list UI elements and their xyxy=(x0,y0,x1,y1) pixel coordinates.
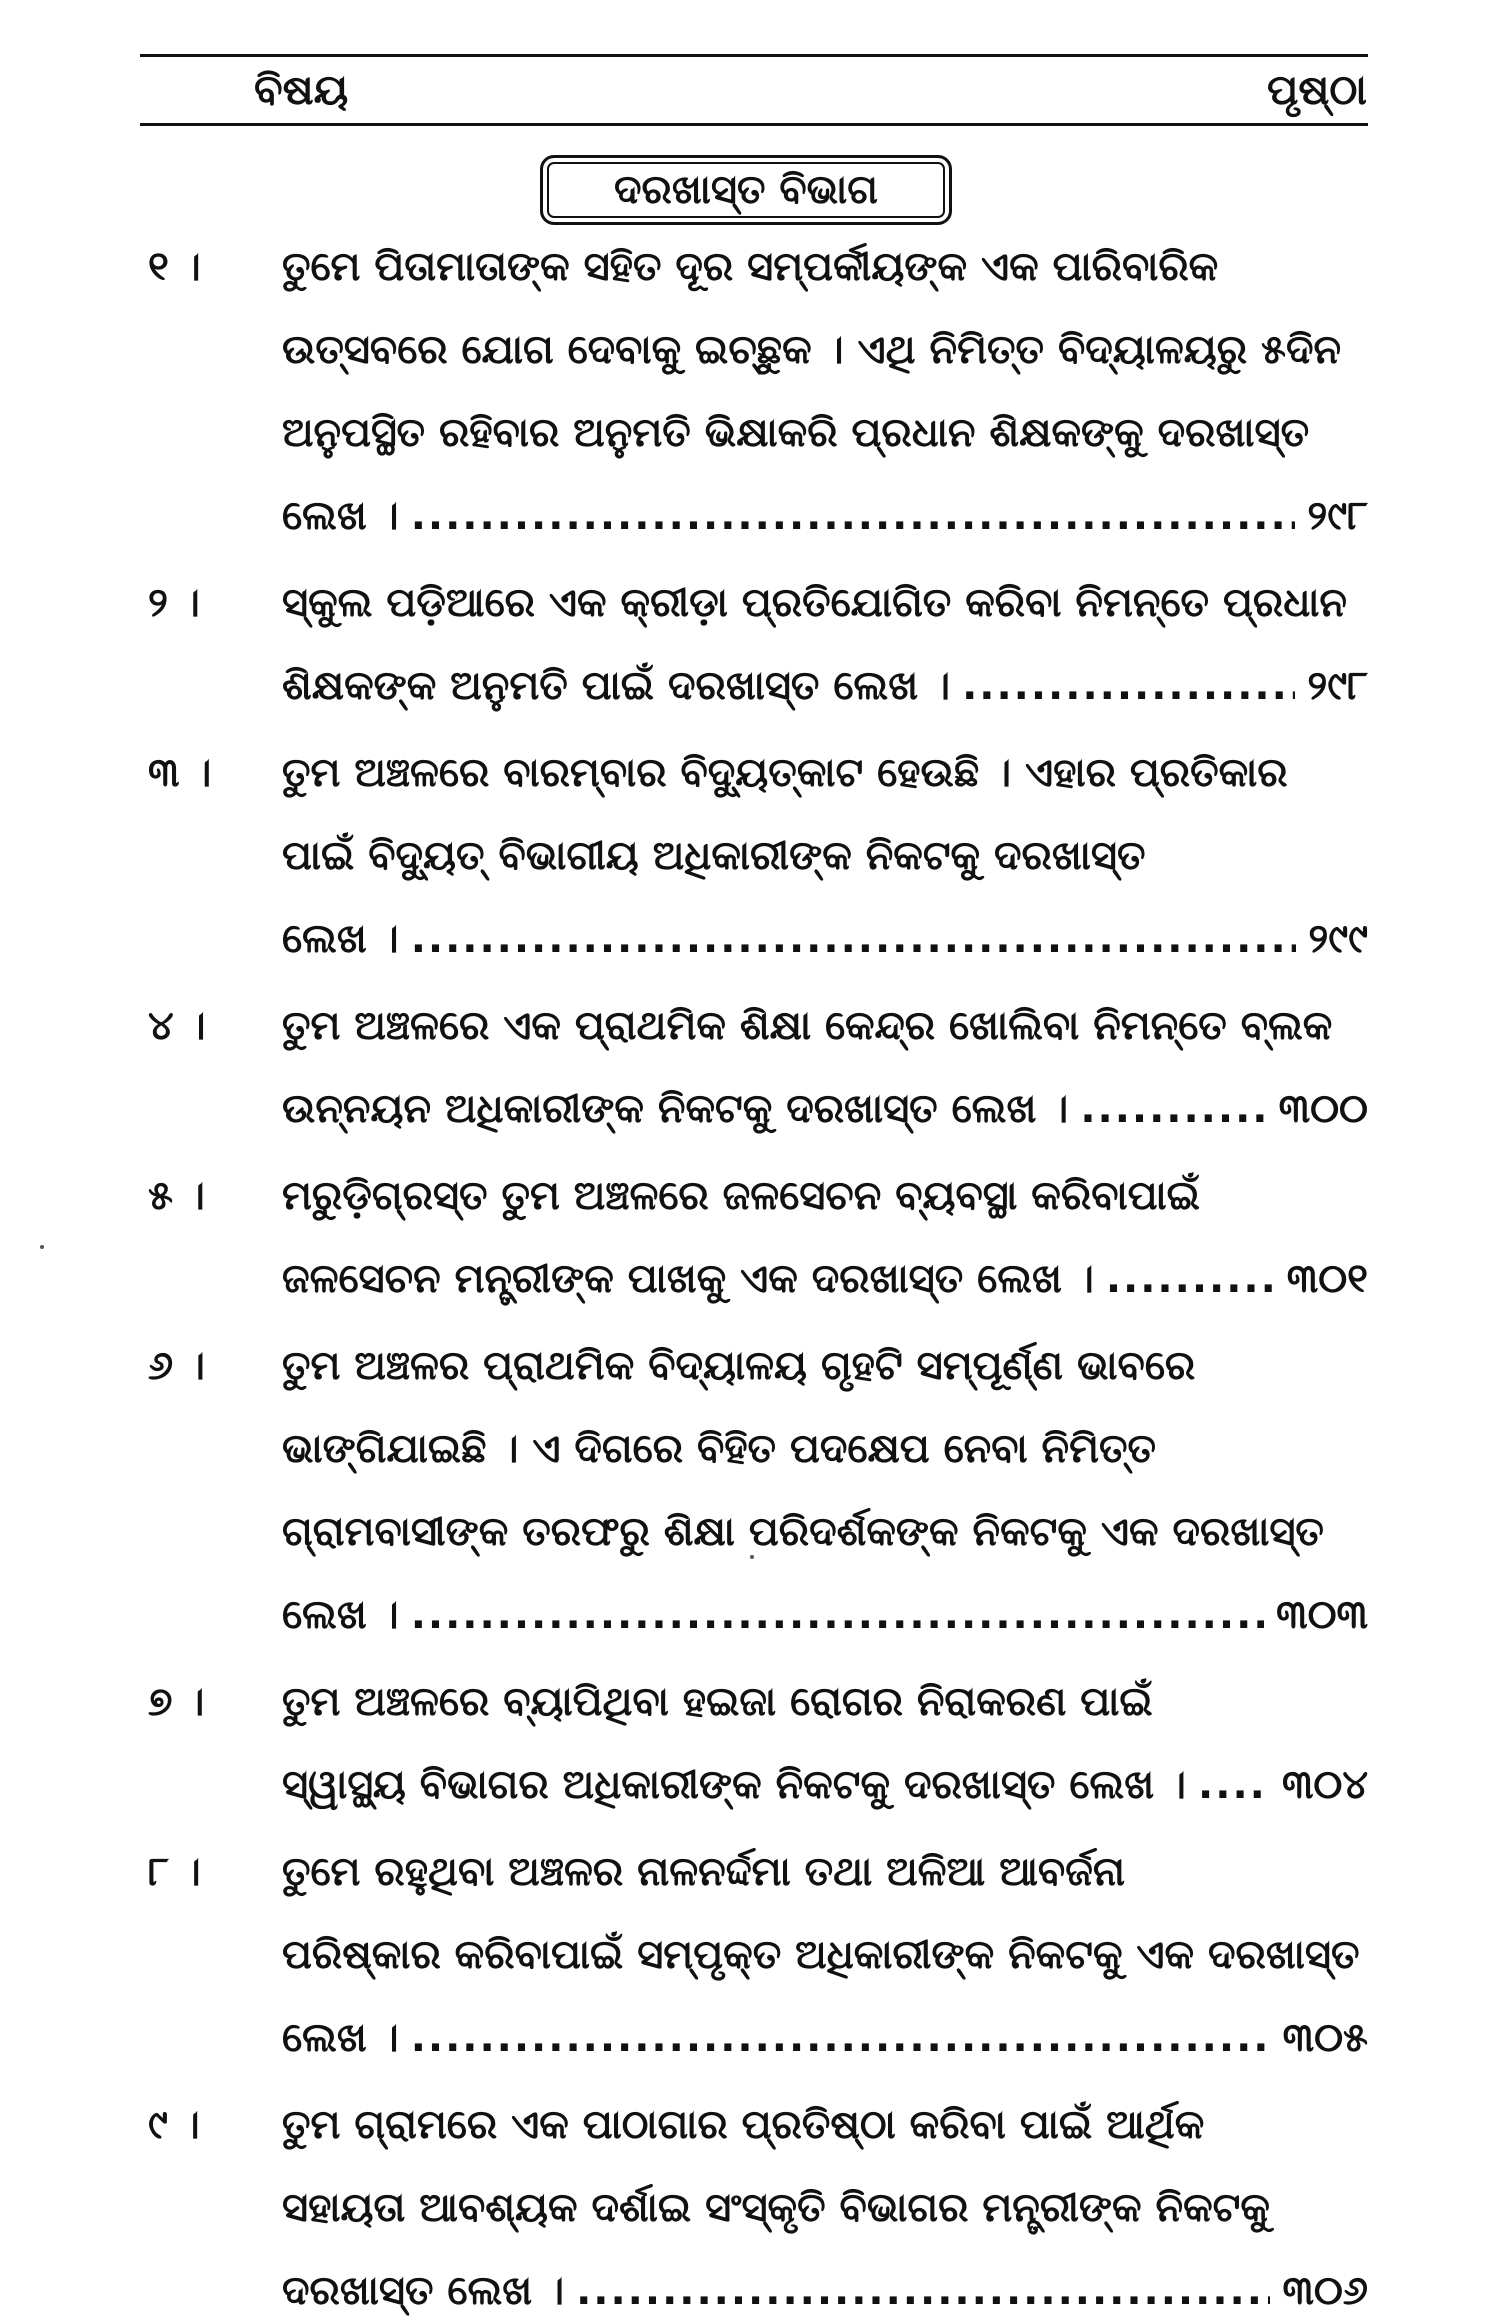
toc-item-page-number: ୨୯୮ xyxy=(1307,493,1368,539)
toc-item-page-number: ୩୦୧ xyxy=(1286,1256,1368,1302)
toc-item-last-line xyxy=(282,910,1368,968)
section-title-box xyxy=(540,155,952,225)
toc-item-text-line: ତୁମ ଅଞ୍ଚଳର ପ୍ରାଥମିକ ବିଦ୍ୟାଳୟ ଗୃହଟି ସମ୍ପୂର୍ଣ୍ଣ ଭାବରେ xyxy=(282,1343,1196,1389)
toc-item-number: ୬ । xyxy=(148,1343,206,1389)
section-title: ଦରଖାସ୍ତ ବିଭାଗ xyxy=(613,167,878,213)
header-subject-label: ବିଷୟ xyxy=(254,65,349,114)
toc-item-text-line: ପରିଷ୍କାର କରିବାପାଇଁ ସମ୍ପୃକ୍ତ ଅଧିକାରୀଙ୍କ ନିକଟକୁ ଏକ ଦରଖାସ୍ତ xyxy=(282,1932,1360,1978)
toc-item-number: ୯ । xyxy=(148,2102,200,2148)
toc-item-text-end: ଦରଖାସ୍ତ ଲେଖ । xyxy=(282,2268,565,2314)
toc-item-text-line: ତୁମ ଅଞ୍ଚଳରେ ଏକ ପ୍ରାଥମିକ ଶିକ୍ଷା କେନ୍ଦ୍ର ଖୋଲିବା ନିମନ୍ତେ ବ୍ଲକ xyxy=(282,1003,1333,1049)
toc-item-page-number: ୩୦୦ xyxy=(1278,1086,1368,1132)
dot-leader xyxy=(411,1586,1264,1644)
toc-item-text-line: ତୁମେ ରହୁଥିବା ଅଞ୍ଚଳର ନାଳନର୍ଦ୍ଦମା ତଥା ଅଳିଆ ଆବର୍ଜନା xyxy=(282,1849,1125,1895)
toc-item-last-line xyxy=(282,487,1368,545)
toc-item-page-number: ୩୦୬ xyxy=(1282,2268,1368,2314)
toc-item-text-end: ଜଳସେଚନ ମନ୍ତ୍ରୀଙ୍କ ପାଖକୁ ଏକ ଦରଖାସ୍ତ ଲେଖ । xyxy=(282,1256,1094,1302)
toc-item-text-line: ତୁମ ଅଞ୍ଚଳରେ ବ୍ୟାପିଥିବା ହଇଜା ରୋଗର ନିରାକରଣ ପାଇଁ xyxy=(282,1679,1153,1725)
toc-item-text-end: ସ୍ୱାସ୍ଥ୍ୟ ବିଭାଗର ଅଧିକାରୀଙ୍କ ନିକଟକୁ ଦରଖାସ୍ତ ଲେଖ । xyxy=(282,1762,1187,1808)
dot-leader xyxy=(411,910,1297,968)
dot-leader xyxy=(1198,1756,1270,1814)
toc-item-page-number: ୩୦୩ xyxy=(1276,1592,1368,1638)
toc-item-number: ୫ । xyxy=(148,1173,205,1219)
toc-item-last-line xyxy=(282,1756,1368,1814)
dot-leader xyxy=(1080,1080,1266,1138)
dot-leader xyxy=(576,2262,1270,2320)
toc-item-text-line: ତୁମ ଗ୍ରାମରେ ଏକ ପାଠାଗାର ପ୍ରତିଷ୍ଠା କରିବା ପାଇଁ ଆର୍ଥିକ xyxy=(282,2102,1205,2148)
header-page-label: ପୃଷ୍ଠା xyxy=(1266,65,1367,114)
toc-item-text-end: ଲେଖ । xyxy=(282,2015,399,2061)
toc-item-text-line: ଉତ୍ସବରେ ଯୋଗ ଦେବାକୁ ଇଚ୍ଛୁକ । ଏଥି ନିମିତ୍ତ ବିଦ୍ୟାଳୟରୁ ୫ଦିନ xyxy=(282,327,1342,373)
dot-leader xyxy=(962,657,1295,715)
toc-item-number: ୨ । xyxy=(148,580,200,626)
toc-item-last-line xyxy=(282,657,1368,715)
toc-item-text-line: ଗ୍ରାମବାସୀଙ୍କ ତରଫରୁ ଶିକ୍ଷା ପରିଦର୍ଶକଙ୍କ ନିକଟକୁ ଏକ ଦରଖାସ୍ତ xyxy=(282,1509,1324,1555)
toc-item-number: ୪ । xyxy=(148,1003,206,1049)
toc-item-page-number: ୩୦୪ xyxy=(1281,1762,1368,1808)
toc-item-text-line: ସହାୟତା ଆବଶ୍ୟକ ଦର୍ଶାଇ ସଂସ୍କୃତି ବିଭାଗର ମନ୍ତ୍ରୀଙ୍କ ନିକଟକୁ xyxy=(282,2185,1270,2231)
print-speck xyxy=(40,1245,44,1249)
toc-item-text-end: ଶିକ୍ଷକଙ୍କ ଅନୁମତି ପାଇଁ ଦରଖାସ୍ତ ଲେଖ । xyxy=(282,663,951,709)
toc-item-last-line xyxy=(282,2009,1368,2067)
toc-item-page-number: ୩୦୫ xyxy=(1282,2015,1368,2061)
toc-item-text-line: ଅନୁପସ୍ଥିତ ରହିବାର ଅନୁମତି ଭିକ୍ଷାକରି ପ୍ରଧାନ ଶିକ୍ଷକଙ୍କୁ ଦରଖାସ୍ତ xyxy=(282,410,1310,456)
toc-item-text-line: ସ୍କୁଲ ପଡ଼ିଆରେ ଏକ କ୍ରୀଡ଼ା ପ୍ରତିଯୋଗିତ କରିବା ନିମନ୍ତେ ପ୍ରଧାନ xyxy=(282,580,1347,626)
toc-item-number: ୭ । xyxy=(148,1679,205,1725)
dot-leader xyxy=(411,2009,1271,2067)
print-speck xyxy=(750,1555,754,1559)
toc-item-page-number: ୨୯୮ xyxy=(1307,663,1368,709)
toc-item-text-line: ତୁମେ ପିତାମାତାଙ୍କ ସହିତ ଦୂର ସମ୍ପର୍କୀୟଙ୍କ ଏକ ପାରିବାରିକ xyxy=(282,244,1219,290)
toc-item-text-end: ଲେଖ । xyxy=(282,493,399,539)
toc-item-text-line: ତୁମ ଅଞ୍ଚଳରେ ବାରମ୍ବାର ବିଦ୍ୟୁତ୍‌କାଟ ହେଉଛି । ଏହାର ପ୍ରତିକାର xyxy=(282,750,1288,796)
toc-item-text-line: ମରୁଡ଼ିଗ୍ରସ୍ତ ତୁମ ଅଞ୍ଚଳରେ ଜଳସେଚନ ବ୍ୟବସ୍ଥା କରିବାପାଇଁ xyxy=(282,1173,1200,1219)
toc-item-last-line xyxy=(282,1080,1368,1138)
toc-item-page-number: ୨୯୯ xyxy=(1308,916,1368,962)
toc-item-number: ୧ । xyxy=(148,244,201,290)
header-top-rule xyxy=(140,54,1368,57)
toc-item-text-end: ଉନ୍ନୟନ ଅଧିକାରୀଙ୍କ ନିକଟକୁ ଦରଖାସ୍ତ ଲେଖ । xyxy=(282,1086,1069,1132)
toc-item-number: ୮ । xyxy=(148,1849,201,1895)
toc-item-number: ୩ । xyxy=(148,750,212,796)
toc-item-text-line: ଭାଙ୍ଗିଯାଇଛି । ଏ ଦିଗରେ ବିହିତ ପଦକ୍ଷେପ ନେବା ନିମିତ୍ତ xyxy=(282,1426,1157,1472)
toc-item-last-line xyxy=(282,1586,1368,1644)
toc-item-text-line: ପାଇଁ ବିଦ୍ୟୁତ୍ ବିଭାଗୀୟ ଅଧିକାରୀଙ୍କ ନିକଟକୁ ଦରଖାସ୍ତ xyxy=(282,833,1146,879)
dot-leader xyxy=(411,487,1296,545)
toc-item-last-line xyxy=(282,1250,1368,1308)
header-bottom-rule xyxy=(140,123,1368,126)
dot-leader xyxy=(1106,1250,1275,1308)
toc-item-text-end: ଲେଖ । xyxy=(282,1592,399,1638)
toc-item-text-end: ଲେଖ । xyxy=(282,916,399,962)
toc-item-last-line xyxy=(282,2262,1368,2320)
